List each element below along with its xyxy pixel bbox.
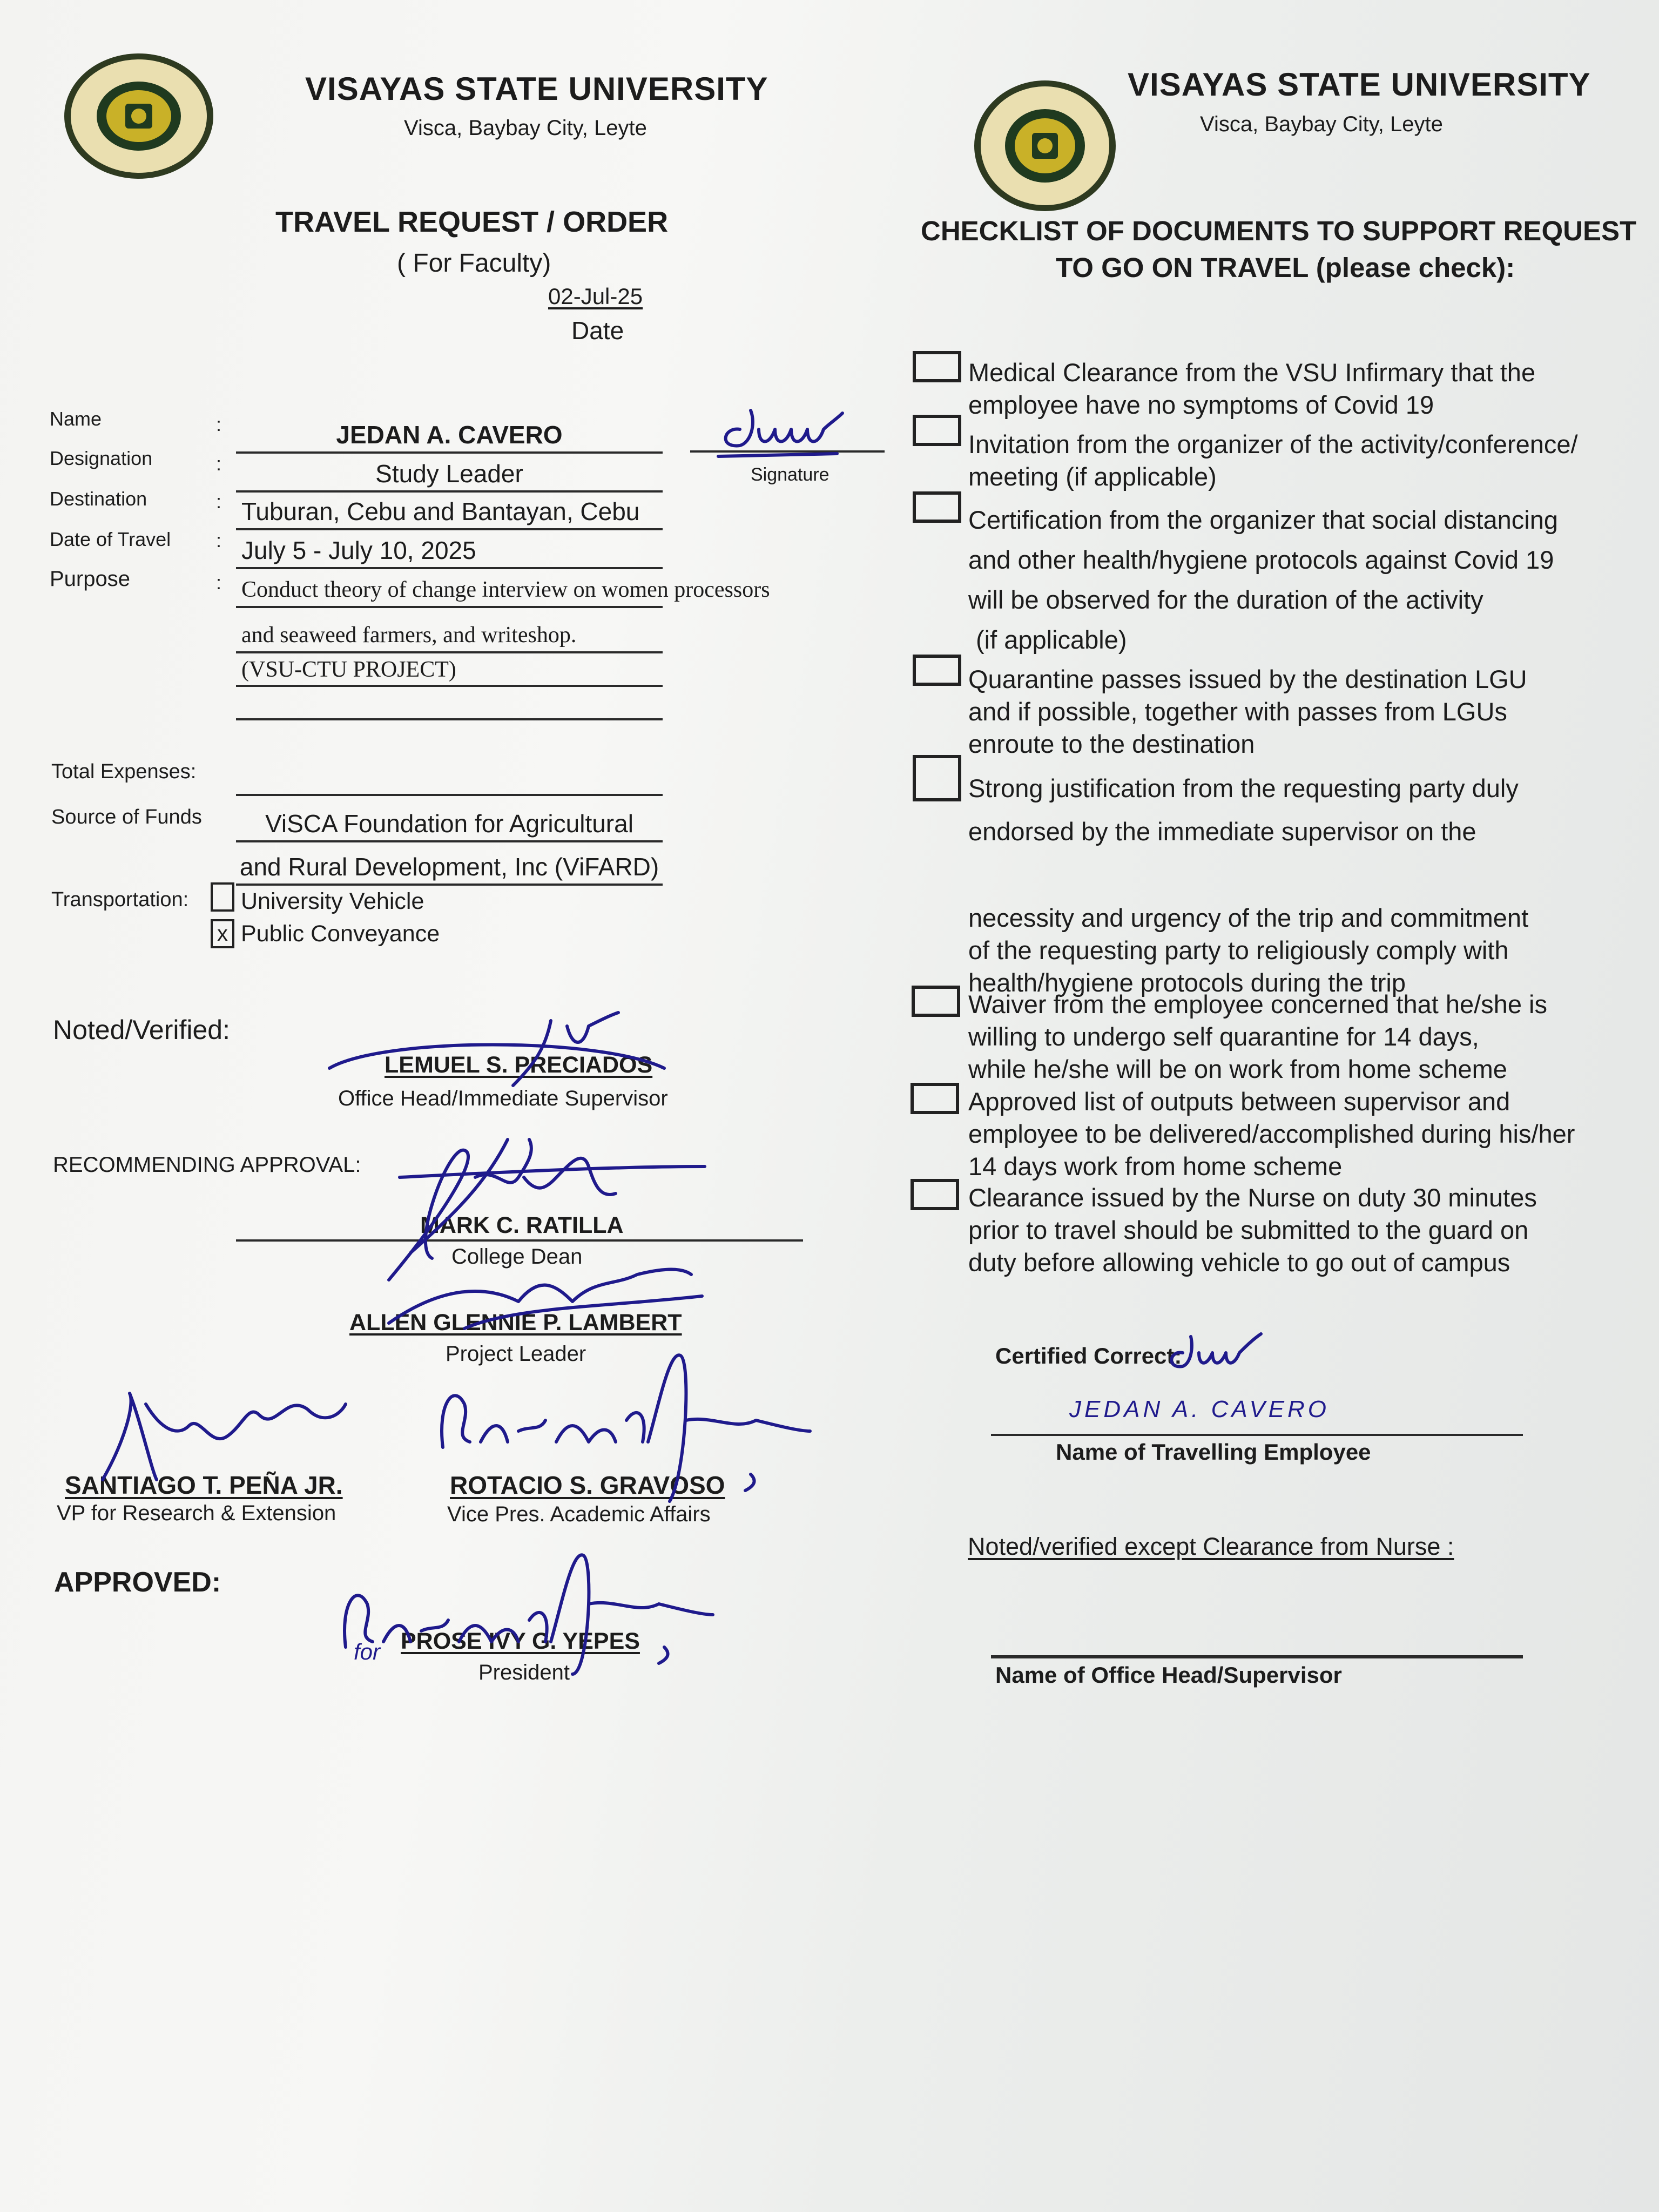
purpose-underline bbox=[236, 718, 663, 720]
total-expenses-line bbox=[236, 794, 663, 796]
supervisor-line bbox=[991, 1655, 1523, 1658]
checklist-item: Quarantine passes issued by the destination LGU and if possible, together with passes from LGUs enroute to the destination bbox=[968, 665, 1527, 758]
supervisor-caption: Name of Office Head/Supervisor bbox=[995, 1662, 1342, 1688]
purpose-line-2: and seaweed farmers, and writeshop. bbox=[241, 623, 577, 648]
vp-academic-signature bbox=[432, 1339, 821, 1512]
checklist-item: Medical Clearance from the VSU Infirmary that the employee have no symptoms of Covid 19 bbox=[968, 358, 1536, 419]
supervisor-signature bbox=[319, 1004, 675, 1091]
checklist-checkbox[interactable] bbox=[913, 491, 961, 523]
university-vehicle-label: University Vehicle bbox=[241, 888, 424, 914]
university-vehicle-checkbox[interactable] bbox=[211, 882, 234, 912]
checklist-item: Approved list of outputs between supervisor and employee to be delivered/accomplished during his/her 14 days work from home scheme bbox=[968, 1087, 1575, 1181]
checklist-item: Certification from the organizer that social distancing and other health/hygiene protocols against Covid 19 will be observed for the duration of the activity (if applicable) bbox=[968, 505, 1558, 654]
date-value: 02-Jul-25 bbox=[548, 284, 643, 309]
checklist-checkbox[interactable] bbox=[912, 986, 960, 1017]
president-title: President bbox=[478, 1661, 570, 1684]
public-conveyance-checkbox[interactable]: x bbox=[211, 919, 234, 948]
name-label: Name bbox=[50, 408, 102, 430]
project-leader-name: ALLEN GLENNIE P. LAMBERT bbox=[349, 1310, 682, 1336]
traveller-handwritten-name: JEDAN A. CAVERO bbox=[1069, 1396, 1330, 1422]
checklist-checkbox[interactable] bbox=[913, 351, 961, 382]
form-subtitle: ( For Faculty) bbox=[397, 249, 551, 278]
university-address: Visca, Baybay City, Leyte bbox=[404, 116, 647, 140]
dean-title: College Dean bbox=[451, 1245, 583, 1269]
source-of-funds-line-2: and Rural Development, Inc (ViFARD) bbox=[236, 852, 663, 886]
vp-academic-name: ROTACIO S. GRAVOSO bbox=[450, 1471, 725, 1499]
source-of-funds-label: Source of Funds bbox=[51, 806, 202, 828]
checklist-item: Strong justification from the requesting party duly endorsed by the immediate supervisor on the necessity and urgency of the trip and commitment of the requesting party to religiously comply with health/hygiene protocols during the trip bbox=[968, 774, 1529, 997]
signature-label: Signature bbox=[751, 464, 830, 485]
vp-research-title: VP for Research & Extension bbox=[57, 1501, 336, 1525]
purpose-underline bbox=[236, 685, 663, 687]
traveller-caption: Name of Travelling Employee bbox=[1056, 1439, 1371, 1465]
date-of-travel-value: July 5 - July 10, 2025 bbox=[236, 536, 663, 569]
university-name: VISAYAS STATE UNIVERSITY bbox=[1128, 66, 1591, 103]
president-name: PROSE IVY G. YEPES bbox=[401, 1628, 640, 1654]
date-of-travel-label: Date of Travel bbox=[50, 528, 171, 550]
approved-label: APPROVED: bbox=[54, 1567, 221, 1598]
for-note: for bbox=[354, 1639, 381, 1664]
colon: : bbox=[216, 453, 222, 475]
checklist-title-line-1: CHECKLIST OF DOCUMENTS TO SUPPORT REQUEST bbox=[921, 215, 1637, 246]
purpose-line-3: (VSU-CTU PROJECT) bbox=[241, 657, 456, 682]
colon: : bbox=[216, 529, 222, 551]
noted-except-nurse: Noted/verified except Clearance from Nurse : bbox=[968, 1533, 1454, 1560]
checklist-title-line-2: TO GO ON TRAVEL (please check): bbox=[1056, 252, 1515, 283]
university-address: Visca, Baybay City, Leyte bbox=[1200, 112, 1443, 136]
university-name: VISAYAS STATE UNIVERSITY bbox=[305, 71, 768, 107]
checklist-checkbox[interactable] bbox=[913, 655, 961, 686]
supervisor-name: LEMUEL S. PRECIADOS bbox=[385, 1052, 653, 1078]
form-title: TRAVEL REQUEST / ORDER bbox=[275, 206, 669, 238]
dean-name: MARK C. RATILLA bbox=[420, 1212, 624, 1238]
purpose-underline bbox=[236, 606, 663, 608]
designation-value: Study Leader bbox=[236, 459, 663, 493]
colon: : bbox=[216, 413, 222, 435]
traveller-line bbox=[991, 1434, 1523, 1436]
vp-academic-title: Vice Pres. Academic Affairs bbox=[447, 1502, 711, 1526]
university-seal-left bbox=[62, 51, 216, 181]
colon: : bbox=[216, 571, 222, 594]
recommending-approval-label: RECOMMENDING APPROVAL: bbox=[53, 1153, 361, 1177]
public-conveyance-label: Public Conveyance bbox=[241, 921, 440, 947]
designation-label: Designation bbox=[50, 447, 153, 469]
vp-research-signature bbox=[92, 1372, 362, 1491]
colon: : bbox=[216, 490, 222, 512]
purpose-label: Purpose bbox=[50, 567, 130, 591]
president-signature bbox=[335, 1539, 724, 1680]
purpose-underline bbox=[236, 651, 663, 653]
project-leader-signature bbox=[378, 1264, 729, 1345]
certified-correct-label: Certified Correct: bbox=[995, 1343, 1182, 1368]
destination-label: Destination bbox=[50, 488, 147, 510]
supervisor-title: Office Head/Immediate Supervisor bbox=[338, 1087, 668, 1110]
checklist-checkbox[interactable] bbox=[913, 755, 961, 801]
name-value: JEDAN A. CAVERO bbox=[236, 420, 663, 454]
vp-research-name: SANTIAGO T. PEÑA JR. bbox=[65, 1471, 343, 1499]
checklist-checkbox[interactable] bbox=[913, 415, 961, 446]
applicant-signature bbox=[707, 402, 848, 462]
source-of-funds-line-1: ViSCA Foundation for Agricultural bbox=[236, 809, 663, 842]
purpose-line-1: Conduct theory of change interview on women processors bbox=[241, 577, 770, 602]
university-seal-right bbox=[972, 78, 1118, 213]
project-leader-title: Project Leader bbox=[446, 1342, 586, 1366]
checklist-item: Clearance issued by the Nurse on duty 30 minutes prior to travel should be submitted to the guard on duty before allowing vehicle to go out of campus bbox=[968, 1183, 1537, 1277]
date-label: Date bbox=[571, 316, 624, 345]
transportation-label: Transportation: bbox=[51, 888, 189, 911]
checklist-checkbox[interactable] bbox=[911, 1083, 959, 1114]
checklist-checkbox[interactable] bbox=[911, 1179, 959, 1210]
traveller-signature bbox=[1161, 1331, 1269, 1374]
checklist-item: Waiver from the employee concerned that he/she is willing to undergo self quarantine for 14 days, while he/she will be on work from home scheme bbox=[968, 990, 1547, 1083]
noted-verified-label: Noted/Verified: bbox=[53, 1015, 230, 1045]
total-expenses-label: Total Expenses: bbox=[51, 760, 197, 783]
destination-value: Tuburan, Cebu and Bantayan, Cebu bbox=[236, 497, 663, 530]
checklist-item: Invitation from the organizer of the activity/conference/ meeting (if applicable) bbox=[968, 430, 1578, 491]
